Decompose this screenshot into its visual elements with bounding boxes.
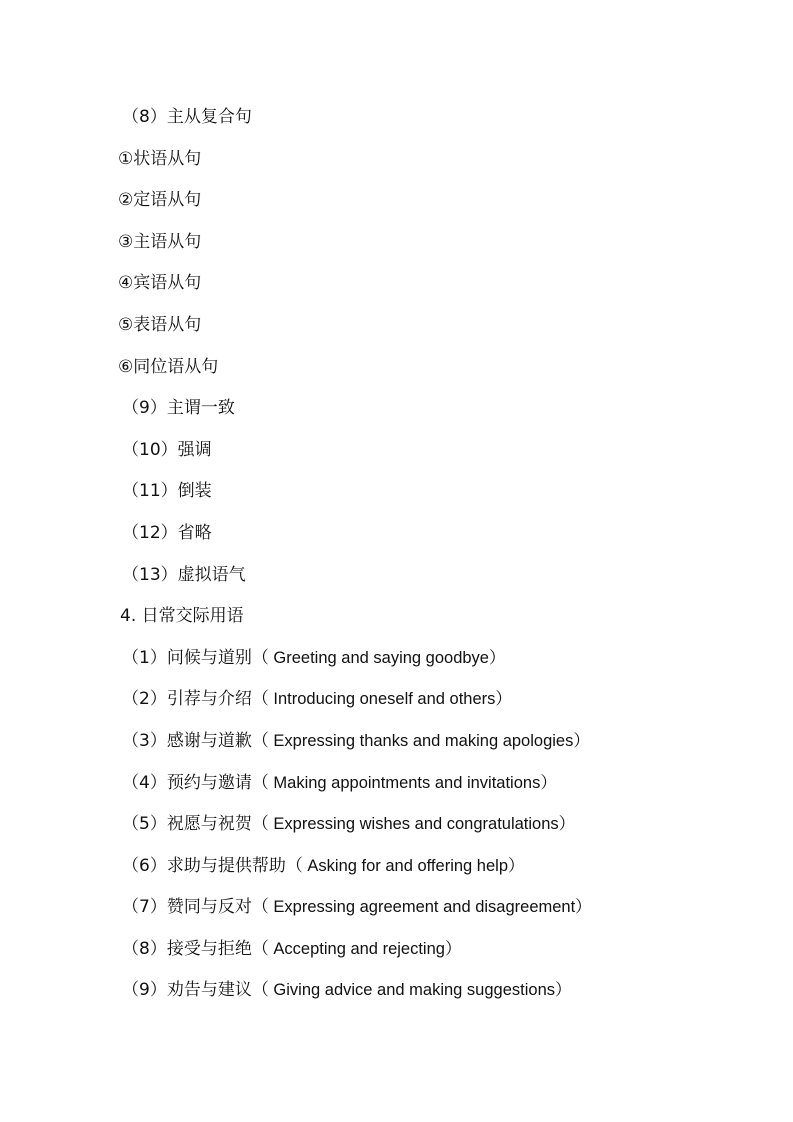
list-item-en: Expressing wishes and congratulations） [268, 815, 576, 834]
list-item-help [0, 849, 793, 891]
list-item-accepting [0, 932, 793, 974]
list-item-cn: （7）赞同与反对（ [122, 897, 269, 918]
heading-ellipsis: （12）省略 [122, 522, 212, 543]
list-item-en: Expressing thanks and making apologies） [268, 731, 590, 750]
list-item-wishes [0, 807, 793, 849]
list-item-cn: （9）劝告与建议（ [122, 980, 269, 1001]
list-item-cn: （6）求助与提供帮助（ [122, 855, 303, 876]
list-item-adverbial-clause: ①状语从句 [118, 148, 202, 169]
heading-emphasis: （10）强调 [122, 439, 212, 460]
list-item-agreement [0, 890, 793, 932]
list-item-greeting [0, 641, 793, 683]
list-item-en: Expressing agreement and disagreement） [268, 898, 592, 917]
list-item-object-clause: ④宾语从句 [118, 273, 202, 294]
heading-complex-sentence: （8）主从复合句 [122, 107, 252, 127]
list-item-en: Greeting and saying goodbye） [268, 648, 506, 667]
list-item-en: Giving advice and making suggestions） [268, 981, 572, 1000]
list-item-cn: （5）祝愿与祝贺（ [122, 814, 269, 835]
section-heading-daily-communication: 4. 日常交际用语 [120, 606, 244, 627]
list-item-cn: （2）引荐与介绍（ [122, 689, 269, 710]
list-item-en: Introducing oneself and others） [268, 690, 512, 709]
list-item-cn: （1）问候与道别（ [122, 647, 269, 668]
list-item-cn: （8）接受与拒绝（ [122, 938, 269, 959]
list-item-appositive-clause: ⑥同位语从句 [118, 356, 219, 377]
list-item-cn: （3）感谢与道歉（ [122, 730, 269, 751]
list-item-en: Accepting and rejecting） [268, 939, 462, 958]
list-item-cn: （4）预约与邀请（ [122, 772, 269, 793]
list-item-thanks-apologies [0, 724, 793, 766]
list-item-advice [0, 973, 793, 1015]
list-item-introducing [0, 682, 793, 724]
heading-inversion: （11）倒装 [122, 481, 212, 502]
heading-subjunctive: （13）虚拟语气 [122, 564, 246, 585]
list-item-subject-clause: ③主语从句 [118, 231, 202, 252]
list-item-en: Making appointments and invitations） [268, 773, 557, 792]
list-item-attributive-clause: ②定语从句 [118, 190, 202, 211]
heading-subject-verb-agreement: （9）主谓一致 [122, 398, 235, 419]
list-item-appointments [0, 766, 793, 808]
content-list [0, 100, 793, 1015]
list-item-predicative-clause: ⑤表语从句 [118, 314, 202, 335]
list-item-en: Asking for and offering help） [302, 856, 525, 875]
